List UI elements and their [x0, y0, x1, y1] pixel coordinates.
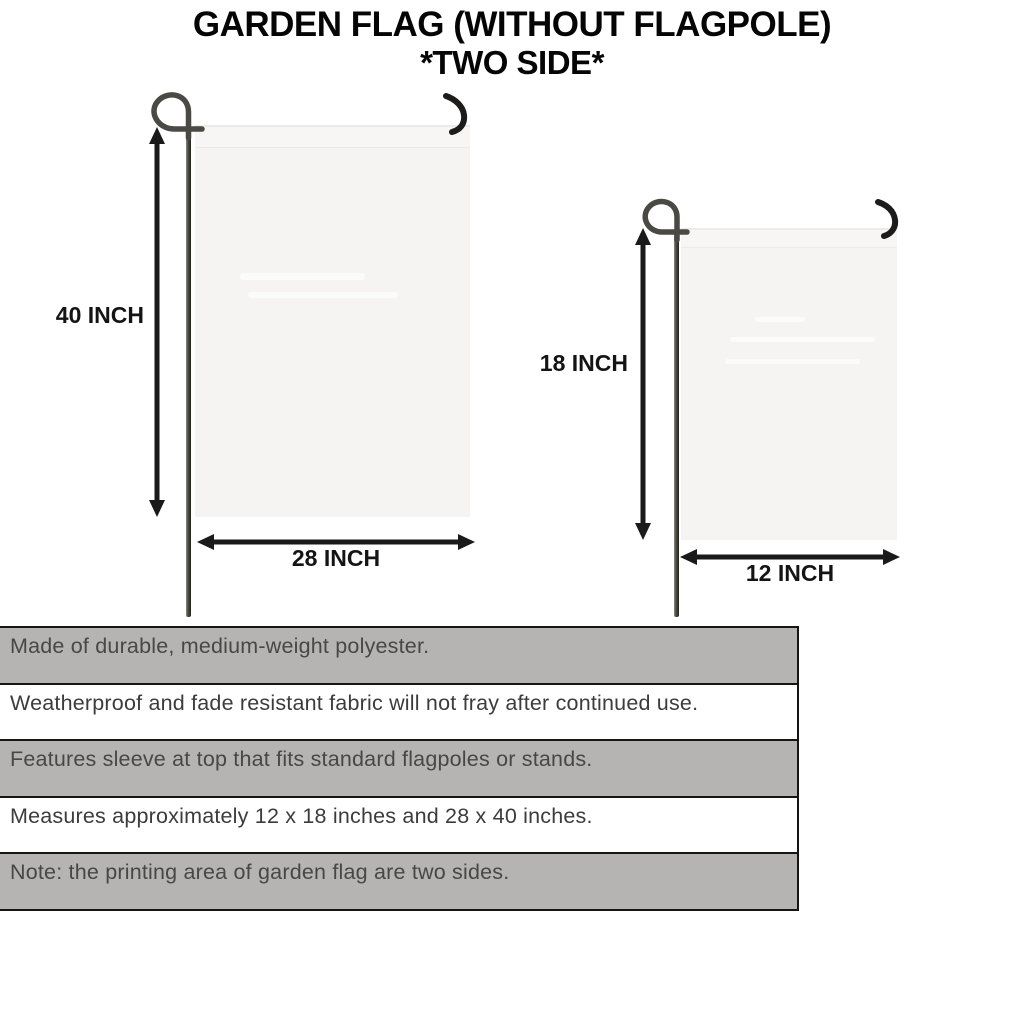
- feature-row: Made of durable, medium-weight polyester.: [0, 626, 799, 685]
- fabric-crease: [248, 292, 398, 298]
- feature-table: [0, 626, 799, 911]
- large-flag-cloth: [195, 125, 470, 517]
- small-flag-sleeve: [681, 230, 897, 248]
- large-flag-width-label: 28 INCH: [291, 545, 381, 571]
- feature-row: Measures approximately 12 x 18 inches and 28 x 40 inches.: [0, 796, 799, 855]
- large-flag-height-label: 40 INCH: [55, 302, 144, 328]
- large-flag-height-arrow: [147, 126, 167, 518]
- page-title: GARDEN FLAG (WITHOUT FLAGPOLE): [192, 5, 832, 44]
- small-flag-hook-icon: [870, 196, 912, 242]
- fabric-crease: [725, 359, 860, 364]
- feature-row: Features sleeve at top that fits standard flagpoles or stands.: [0, 739, 799, 798]
- large-flag-sleeve: [195, 127, 470, 148]
- small-flag-cloth: [681, 228, 897, 540]
- feature-row: Weatherproof and fade resistant fabric will not fray after continued use.: [0, 683, 799, 742]
- feature-row: Note: the printing area of garden flag are two sides.: [0, 852, 799, 911]
- fabric-crease: [240, 273, 365, 280]
- small-flag-height-arrow: [633, 227, 653, 541]
- fabric-crease: [755, 317, 805, 322]
- small-flag-height-label: 18 INCH: [539, 350, 628, 376]
- small-flag-width-label: 12 INCH: [745, 560, 835, 586]
- fabric-crease: [730, 337, 875, 342]
- large-flagpole: [186, 128, 191, 617]
- page-subtitle: *TWO SIDE*: [420, 44, 604, 81]
- large-flag-hook-icon: [438, 90, 480, 138]
